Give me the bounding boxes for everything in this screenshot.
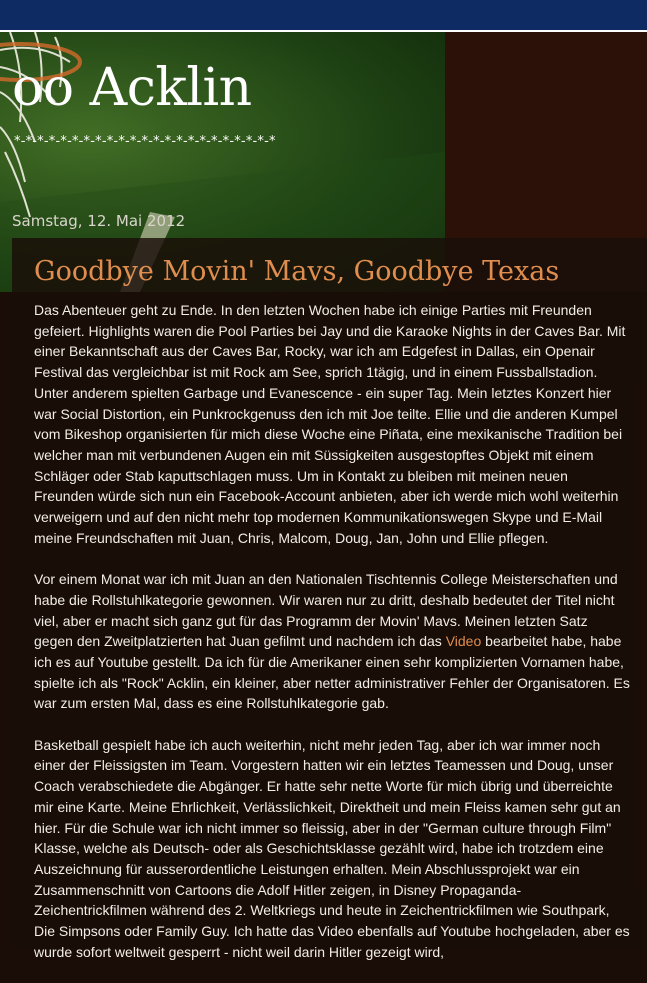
post-paragraph-1: Das Abenteuer geht zu Ende. In den letzten Wochen habe ich einige Parties mit Freunden gefeiert. Highlights waren die Pool Parties bei Jay und die Karaoke Nights in der Caves Bar. Mit einer Bekanntschaft aus der Caves Bar, Rocky, war ich am Edgefest in Dallas, ein Openair Festival das vergleichbar ist mit Rock am See, sprich 1tägig, und in einem Fussballstadion. Unter anderem spielten Garbage und Evanescence - ein super Tag. Mein letztes Konzert hier war Social Distortion, ein Punkrockgenuss den ich mit Joe teilte. Ellie und die anderen Kumpel vom Bikeshop organisierten für mich diese Woche eine Piñata, eine mexikanische Tradition bei welcher man mit verbundenen Augen ein mit Süssigkeiten ausgestopftes Objekt mit einem Schläger oder Stab kaputtschlagen muss. Um in Kontakt zu bleiben mit meinen neuen Freunden würde sich nun ein Facebook-Account anbieten, aber ich werde mich wohl weiterhin verweigern und auf den nicht mehr top modernen Kommunikationswegen Skype und E-Mail meine Freundschaften mit Juan, Chris, Malcom, Doug, Jan, John und Ellie pflegen. xyxy=(34,302,626,546)
post-paragraph-3: Basketball gespielt habe ich auch weiterhin, nicht mehr jeden Tag, aber ich war immer noch einer der Fleissigsten im Team. Vorgestern hatten wir ein letztes Teamessen und Doug, unser Coach verabschiedete die Abgänger. Er hatte sehr nette Worte für mich übrig und überreichte mir eine Karte. Meine Ehrlichkeit, Verlässlichkeit, Direktheit und mein Fleiss kamen sehr gut an hier. Für die Schule war ich nicht immer so fleissig, aber in der "German culture through Film" Klasse, welche als Deutsch- oder als Geschichtsklasse gezählt wird, habe ich trotzdem eine Auszeichnung für ausserordentliche Leistungen erhalten. Mein Abschlussprojekt war ein Zusammenschnitt von Cartoons die Adolf Hitler zeigen, in Disney Propaganda-Zeichentrickfilmen während des 2. Weltkriegs und heute in Zeichentrickfilmen wie Southpark, Die Simpsons oder Family Guy. Ich hatte das Video ebenfalls auf Youtube hochgeladen, aber es wurde sofort weltweit gesperrt - nicht weil darin Hitler gezeigt wird, xyxy=(34,736,630,960)
post-body xyxy=(34,300,630,983)
post-paragraph-2 xyxy=(34,569,630,714)
video-link[interactable]: Video xyxy=(445,633,482,650)
blog-description: *-*-*-*-*-*-*-*-*-*-*-*-*-*-*-*-*-*-*-*-*-*-* xyxy=(14,134,276,149)
post-title[interactable]: Goodbye Movin' Mavs, Goodbye Texas xyxy=(34,256,560,287)
paragraph-text: bearbeitet habe, habe ich es auf Youtube gestellt. Da ich für die Amerikaner einen sehr komplizierten Vornamen habe, spielte ich als "Rock" Acklin, ein kleiner, aber netter administrativer Fehler der Organisatoren. Es war zum ersten Mal, dass es eine Rollstuhlkategorie gab. xyxy=(34,633,630,712)
paragraph-text: Vor einem Monat war ich mit Juan an den Nationalen Tischtennis College Meisterschaften und habe die Rollstuhlkategorie gewonnen. Wir waren nur zu dritt, deshalb bedeutet der Titel nicht viel, aber er macht sich ganz gut für das Programm der Movin' Mavs. Meinen letzten Satz gegen den Zweitplatzierten hat Juan gefilmt und nachdem ich das xyxy=(34,571,618,650)
blog-title[interactable]: oo Acklin xyxy=(12,58,252,118)
top-navbar xyxy=(0,0,647,32)
post-date: Samstag, 12. Mai 2012 xyxy=(12,212,186,230)
